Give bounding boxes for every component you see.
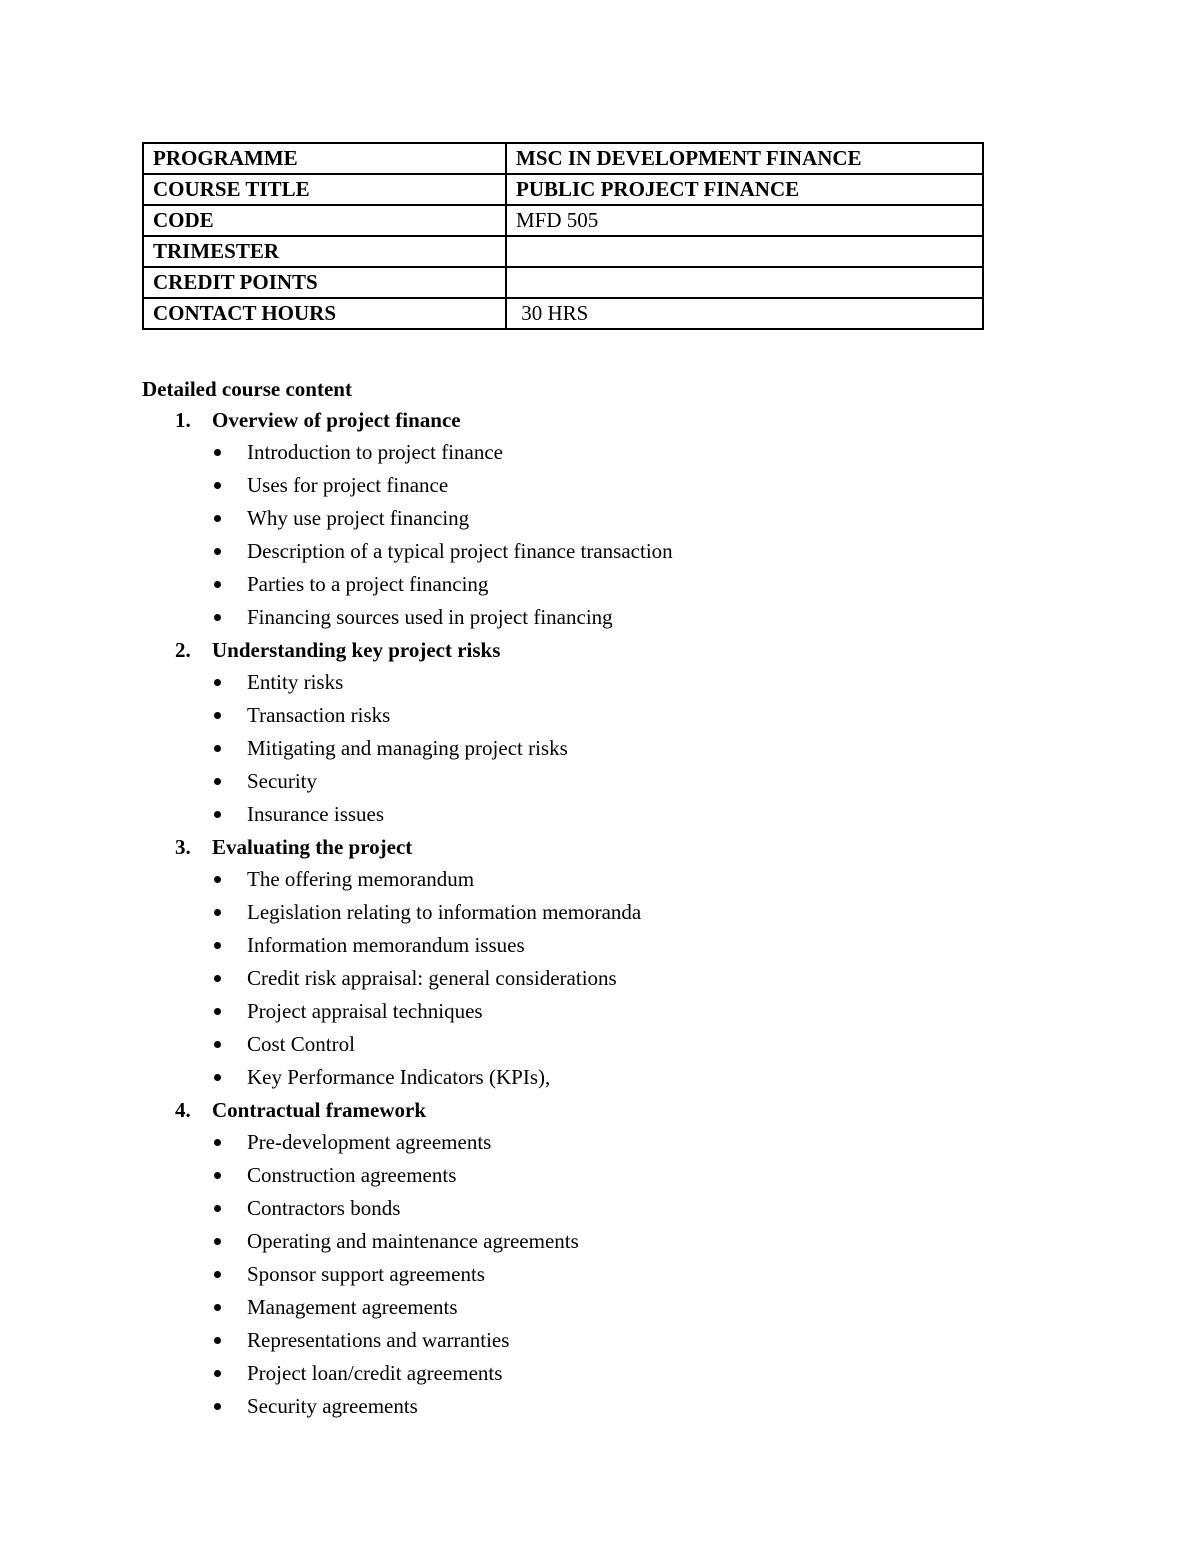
list-item xyxy=(142,601,1042,634)
topic-text: Security agreements xyxy=(247,1394,418,1418)
bullet-icon xyxy=(214,909,221,916)
bullet-icon xyxy=(214,1008,221,1015)
bullet-icon xyxy=(214,548,221,555)
bullet-icon xyxy=(214,745,221,752)
bullet-icon xyxy=(214,1403,221,1410)
list-item xyxy=(142,929,1042,962)
content-heading: Detailed course content xyxy=(142,377,352,401)
bullet-icon xyxy=(214,778,221,785)
section-list xyxy=(142,404,1042,1423)
list-item xyxy=(142,1390,1042,1423)
list-item xyxy=(142,436,1042,469)
list-item xyxy=(142,502,1042,535)
row-label: CREDIT POINTS xyxy=(143,267,506,298)
row-label: CODE xyxy=(143,205,506,236)
section-title-text: Evaluating the project xyxy=(212,835,413,859)
section-title xyxy=(142,831,1042,863)
table-row xyxy=(143,143,983,174)
topic-text: Transaction risks xyxy=(247,703,391,727)
bullet-icon xyxy=(214,1271,221,1278)
topic-text: Introduction to project finance xyxy=(247,440,503,464)
bullet-icon xyxy=(214,811,221,818)
list-item xyxy=(142,568,1042,601)
row-value xyxy=(506,267,983,298)
bullet-icon xyxy=(214,482,221,489)
bullet-icon xyxy=(214,449,221,456)
row-label: COURSE TITLE xyxy=(143,174,506,205)
bullet-icon xyxy=(214,581,221,588)
row-value: PUBLIC PROJECT FINANCE xyxy=(506,174,983,205)
list-item xyxy=(142,666,1042,699)
list-item xyxy=(142,798,1042,831)
topic-text: Management agreements xyxy=(247,1295,458,1319)
list-item xyxy=(142,1159,1042,1192)
list-item xyxy=(142,1126,1042,1159)
topic-text: Mitigating and managing project risks xyxy=(247,736,568,760)
list-item xyxy=(142,1324,1042,1357)
list-item xyxy=(142,1192,1042,1225)
list-item xyxy=(142,995,1042,1028)
section-item xyxy=(142,634,1042,831)
topic-list xyxy=(142,436,1042,634)
topic-text: Project appraisal techniques xyxy=(247,999,483,1023)
list-item xyxy=(142,962,1042,995)
bullet-icon xyxy=(214,712,221,719)
list-item xyxy=(142,1225,1042,1258)
section-number: 3. xyxy=(175,835,191,859)
bullet-icon xyxy=(214,1074,221,1081)
section-item xyxy=(142,404,1042,634)
table-row xyxy=(143,298,983,329)
row-value: 30 HRS xyxy=(506,298,983,329)
list-item xyxy=(142,699,1042,732)
bullet-icon xyxy=(214,876,221,883)
topic-text: Uses for project finance xyxy=(247,473,449,497)
section-title-text: Understanding key project risks xyxy=(212,638,501,662)
topic-text: Entity risks xyxy=(247,670,344,694)
topic-text: Key Performance Indicators (KPIs), xyxy=(247,1065,551,1089)
list-item xyxy=(142,765,1042,798)
topic-text: The offering memorandum xyxy=(247,867,475,891)
table-row xyxy=(143,174,983,205)
row-value: MFD 505 xyxy=(506,205,983,236)
list-item xyxy=(142,469,1042,502)
row-value xyxy=(506,236,983,267)
table-row xyxy=(143,267,983,298)
topic-text: Information memorandum issues xyxy=(247,933,525,957)
topic-text: Financing sources used in project financing xyxy=(247,605,613,629)
row-label: CONTACT HOURS xyxy=(143,298,506,329)
topic-text: Contractors bonds xyxy=(247,1196,401,1220)
topic-text: Construction agreements xyxy=(247,1163,457,1187)
bullet-icon xyxy=(214,679,221,686)
bullet-icon xyxy=(214,1139,221,1146)
topic-text: Description of a typical project finance transaction xyxy=(247,539,673,563)
row-value: MSC IN DEVELOPMENT FINANCE xyxy=(506,143,983,174)
topic-text: Project loan/credit agreements xyxy=(247,1361,503,1385)
list-item xyxy=(142,732,1042,765)
bullet-icon xyxy=(214,614,221,621)
topic-text: Pre-development agreements xyxy=(247,1130,492,1154)
topic-list xyxy=(142,666,1042,831)
section-number: 4. xyxy=(175,1098,191,1122)
list-item xyxy=(142,535,1042,568)
topic-text: Sponsor support agreements xyxy=(247,1262,485,1286)
bullet-icon xyxy=(214,1172,221,1179)
section-title xyxy=(142,1094,1042,1126)
topic-text: Representations and warranties xyxy=(247,1328,510,1352)
bullet-icon xyxy=(214,1370,221,1377)
topic-text: Parties to a project financing xyxy=(247,572,489,596)
section-title xyxy=(142,634,1042,666)
list-item xyxy=(142,1028,1042,1061)
topic-list xyxy=(142,1126,1042,1423)
topic-text: Credit risk appraisal: general considerations xyxy=(247,966,617,990)
course-info-table xyxy=(142,142,984,330)
section-number: 1. xyxy=(175,408,191,432)
section-title-text: Contractual framework xyxy=(212,1098,427,1122)
row-label: TRIMESTER xyxy=(143,236,506,267)
section-title-text: Overview of project finance xyxy=(212,408,461,432)
list-item xyxy=(142,1061,1042,1094)
list-item xyxy=(142,1258,1042,1291)
list-item xyxy=(142,896,1042,929)
section-title xyxy=(142,404,1042,436)
topic-text: Why use project financing xyxy=(247,506,470,530)
topic-text: Legislation relating to information memoranda xyxy=(247,900,642,924)
bullet-icon xyxy=(214,1041,221,1048)
bullet-icon xyxy=(214,515,221,522)
topic-text: Cost Control xyxy=(247,1032,355,1056)
bullet-icon xyxy=(214,1238,221,1245)
table-row xyxy=(143,205,983,236)
list-item xyxy=(142,863,1042,896)
course-content xyxy=(142,374,1042,1423)
table-row xyxy=(143,236,983,267)
section-item xyxy=(142,831,1042,1094)
topic-text: Insurance issues xyxy=(247,802,385,826)
list-item xyxy=(142,1357,1042,1390)
bullet-icon xyxy=(214,975,221,982)
section-item xyxy=(142,1094,1042,1423)
topic-text: Operating and maintenance agreements xyxy=(247,1229,579,1253)
bullet-icon xyxy=(214,1337,221,1344)
row-label: PROGRAMME xyxy=(143,143,506,174)
bullet-icon xyxy=(214,1205,221,1212)
bullet-icon xyxy=(214,942,221,949)
topic-text: Security xyxy=(247,769,317,793)
topic-list xyxy=(142,863,1042,1094)
bullet-icon xyxy=(214,1304,221,1311)
list-item xyxy=(142,1291,1042,1324)
section-number: 2. xyxy=(175,638,191,662)
